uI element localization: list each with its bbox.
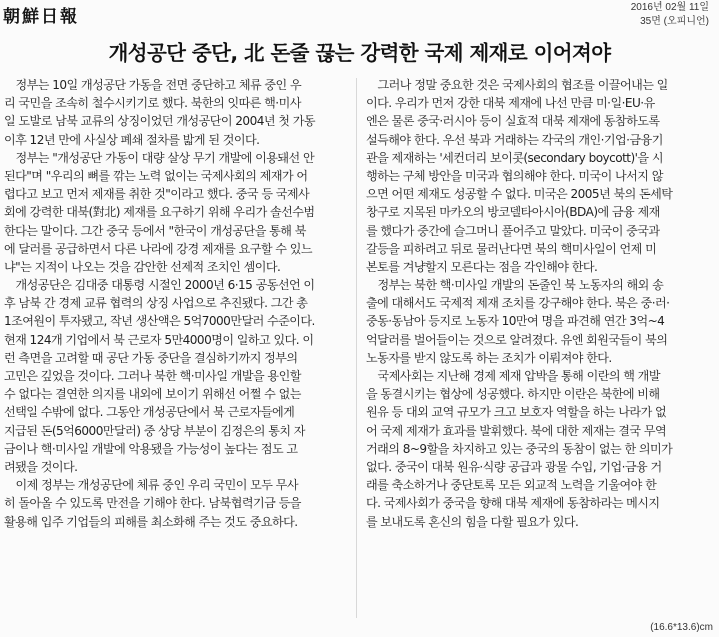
article-column-right (366, 76, 713, 531)
article-line: 없다. 중국이 대북 원유·식량 공급과 광물 수입, 기업·금융 거 (366, 459, 662, 474)
article-line: 국제사회는 지난해 경제 제재 압박을 통해 이란의 핵 개발 (366, 369, 660, 383)
newspaper-masthead: 朝鮮日報 (3, 7, 79, 27)
article-line: 를 했다가 중간에 슬그머니 풀어주고 말았다. 미국이 중국과 (366, 223, 660, 238)
editorial-headline: 개성공단 중단, 北 돈줄 끊는 강력한 국제 제재로 이어져야 (108, 41, 611, 65)
article-line: 개성공단은 김대중 대통령 시절인 2000년 6·15 공동선언 이 (4, 278, 315, 293)
article-line: 그러나 정말 중요한 것은 국제사회의 협조를 이끌어내는 일 (366, 78, 668, 92)
article-line: 원유 등 대외 교역 규모가 크고 보호자 역할을 하는 나라가 없 (366, 405, 667, 420)
article-line: 이제 정부는 개성공단에 체류 중인 우리 국민이 모두 무사 (4, 478, 298, 493)
article-line: 정부는 "개성공단 가동이 대량 살상 무기 개발에 이용돼선 안 (4, 150, 315, 165)
article-line: 후 남북 간 경제 교류 협력의 상징 사업으로 추진됐다. 그간 총 (4, 296, 308, 311)
article-line: 정부는 북한 핵·미사일 개발의 돈줄인 북 노동자의 해외 송 (366, 278, 664, 293)
publication-meta (631, 1, 709, 29)
article-line: 일 도발로 남북 교류의 상징이었던 개성공단이 2004년 첫 가동 (4, 114, 315, 129)
article-line: 창구로 지목된 마카오의 방코델타아시아(BDA)에 금융 제재 (366, 205, 660, 220)
article-line: 정부는 10일 개성공단 가동을 전면 중단하고 체류 중인 우 (4, 78, 302, 92)
article-line: 중동·동남아 등지로 노동자 10만여 명을 파견해 연간 3억~4 (366, 314, 665, 329)
article-line: 회에 강력한 대북(對北) 제재를 요구하기 위해 우리가 솔선수범 (4, 205, 315, 220)
article-line: 현재 124개 기업에서 북 근로자 5만4000명이 일하고 있다. 이 (4, 332, 314, 347)
article-line: 갈등을 피하려고 뒤로 물러난다면 북의 핵미사일이 언제 미 (366, 241, 657, 256)
article-line: 렵다고 보고 먼저 제재를 취한 것"이라고 했다. 중국 등 국제사 (4, 187, 310, 202)
article-line: 런 측면을 고려할 때 공단 가동 중단을 결심하기까지 정부의 (4, 350, 298, 365)
article-line: 1조여원이 투자됐고, 작년 생산액은 5억7000만달러 수준이다. (4, 314, 315, 329)
article-line: 수 없다는 결연한 의지를 내외에 보이기 위해선 어쩔 수 없는 (4, 387, 301, 402)
article-line: 출에 대해서도 국제적 제재 조치를 강구해야 한다. 북은 중·러· (366, 296, 670, 311)
article-line: 된다"며 "우리의 뼈를 깎는 노력 없이는 국제사회의 제재가 어 (4, 168, 308, 183)
article-line: 한다는 말이다. 그간 중국 등에서 "한국이 개성공단을 통해 북 (4, 223, 306, 238)
article-line: 다. 국제사회가 중국을 향해 대북 제재에 동참하라는 메시지 (366, 496, 660, 511)
article-line: 냐"는 지적이 나오는 것을 감안한 선제적 조치인 셈이다. (4, 259, 281, 274)
article-column-left (4, 76, 347, 531)
article-line: 엔은 물론 중국·러시아 등이 실효적 대북 제재에 동참하도록 (366, 114, 660, 129)
article-line: 을 동결시키는 협상에 성공했다. 하지만 이란은 북한에 비해 (366, 387, 660, 402)
article-line: 선택일 수밖에 없다. 그동안 개성공단에서 북 근로자들에게 (4, 405, 295, 420)
article-line: 억달러를 벌어들이는 것으로 알려졌다. 유엔 회원국들이 북의 (366, 332, 668, 347)
article-line: 본토를 겨냥할지 모른다는 점을 각인해야 한다. (366, 259, 598, 274)
article-line: 를 보내도록 혼신의 힘을 다할 필요가 있다. (366, 514, 579, 529)
article-line: 으면 어떤 제재도 성공할 수 없다. 미국은 2005년 북의 돈세탁 (366, 187, 673, 202)
article-line: 래를 축소하거나 중단토록 모든 외교적 노력을 기울여야 한 (366, 478, 657, 493)
column-divider (356, 78, 357, 618)
article-line: 에 달러를 공급하면서 다른 나라에 강경 제재를 요구할 수 있느 (4, 241, 312, 256)
clipping-size-note: (16.6*13.6)cm (650, 622, 713, 633)
article-line: 고민은 깊었을 것이다. 그러나 북한 핵·미사일 개발을 용인할 (4, 369, 301, 383)
article-line: 히 돌아올 수 있도록 만전을 기해야 한다. 남북협력기금 등을 (4, 496, 301, 511)
article-line: 거래의 8~9할을 차지하고 있는 중국의 동참이 없는 한 의미가 (366, 441, 673, 456)
article-line: 설득해야 한다. 우선 북과 거래하는 각국의 개인·기업·금융기 (366, 132, 663, 147)
page-section: 35면 (오피니언) (640, 16, 709, 27)
article-line: 이후 12년 만에 사실상 폐쇄 절차를 밟게 된 것이다. (4, 132, 260, 147)
article-line: 이다. 우리가 먼저 강한 대북 제재에 나선 만큼 미·일·EU·유 (366, 96, 655, 111)
article-line: 리 국민을 조속히 철수시키기로 했다. 북한의 잇따른 핵·미사 (4, 96, 301, 111)
publication-date: 2016년 02월 11일 (630, 2, 709, 13)
article-line: 려됐을 것이다. (4, 459, 78, 474)
article-line: 활용해 입주 기업들의 피해를 최소화해 주는 것도 중요하다. (4, 514, 298, 529)
article-line: 어 국제 제재가 효과를 발휘했다. 북에 대한 제재는 결국 무역 (366, 423, 667, 438)
article-line: 금이나 핵·미사일 개발에 악용됐을 가능성이 높다는 점도 고 (4, 441, 298, 456)
article-line: 지급된 돈(5억6000만달러) 중 상당 부분이 김정은의 통치 자 (4, 423, 305, 438)
article-line: 행하는 구체 방안을 미국과 협의해야 한다. 미국이 나서지 않 (366, 168, 663, 183)
article-line: 관을 제재하는 '세컨더리 보이콧(secondary boycott)'을 시 (366, 150, 663, 165)
article-line: 노동자를 받지 않도록 하는 조치가 이뤄져야 한다. (366, 350, 612, 365)
